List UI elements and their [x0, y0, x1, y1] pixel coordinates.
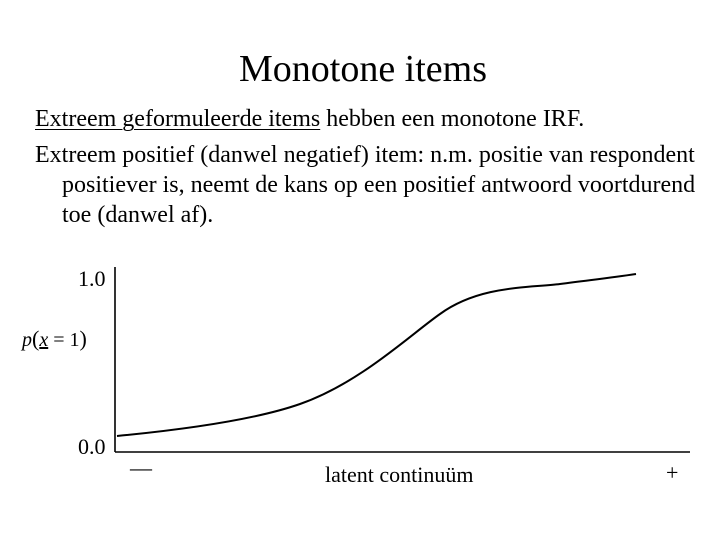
y-bottom-label: 0.0 [78, 434, 106, 459]
y-label-x: x [39, 329, 49, 351]
y-label-p: p [22, 329, 32, 351]
slide-title: Monotone items [238, 48, 488, 90]
y-label-close-paren: ) [79, 326, 87, 351]
y-label-eq: = 1 [48, 329, 80, 351]
x-left-label: — [130, 455, 152, 480]
paragraph-rest: hebben een monotone IRF. [320, 106, 585, 132]
paragraph-positive-item: Extreem positief (danwel negatief) item: n.m. positie van respondent positiever is, neemt de kans op een positief antwoord voortdurend toe (danwel af). [35, 142, 696, 228]
x-center-label: latent continuüm [325, 462, 474, 487]
y-label-open-paren: ( [32, 326, 40, 351]
x-right-label: + [666, 460, 679, 485]
irf-curve [117, 274, 636, 436]
y-top-label: 1.0 [78, 266, 106, 291]
underlined-phrase: Extreem geformuleerde items [35, 106, 321, 132]
y-axis-label [22, 326, 87, 353]
